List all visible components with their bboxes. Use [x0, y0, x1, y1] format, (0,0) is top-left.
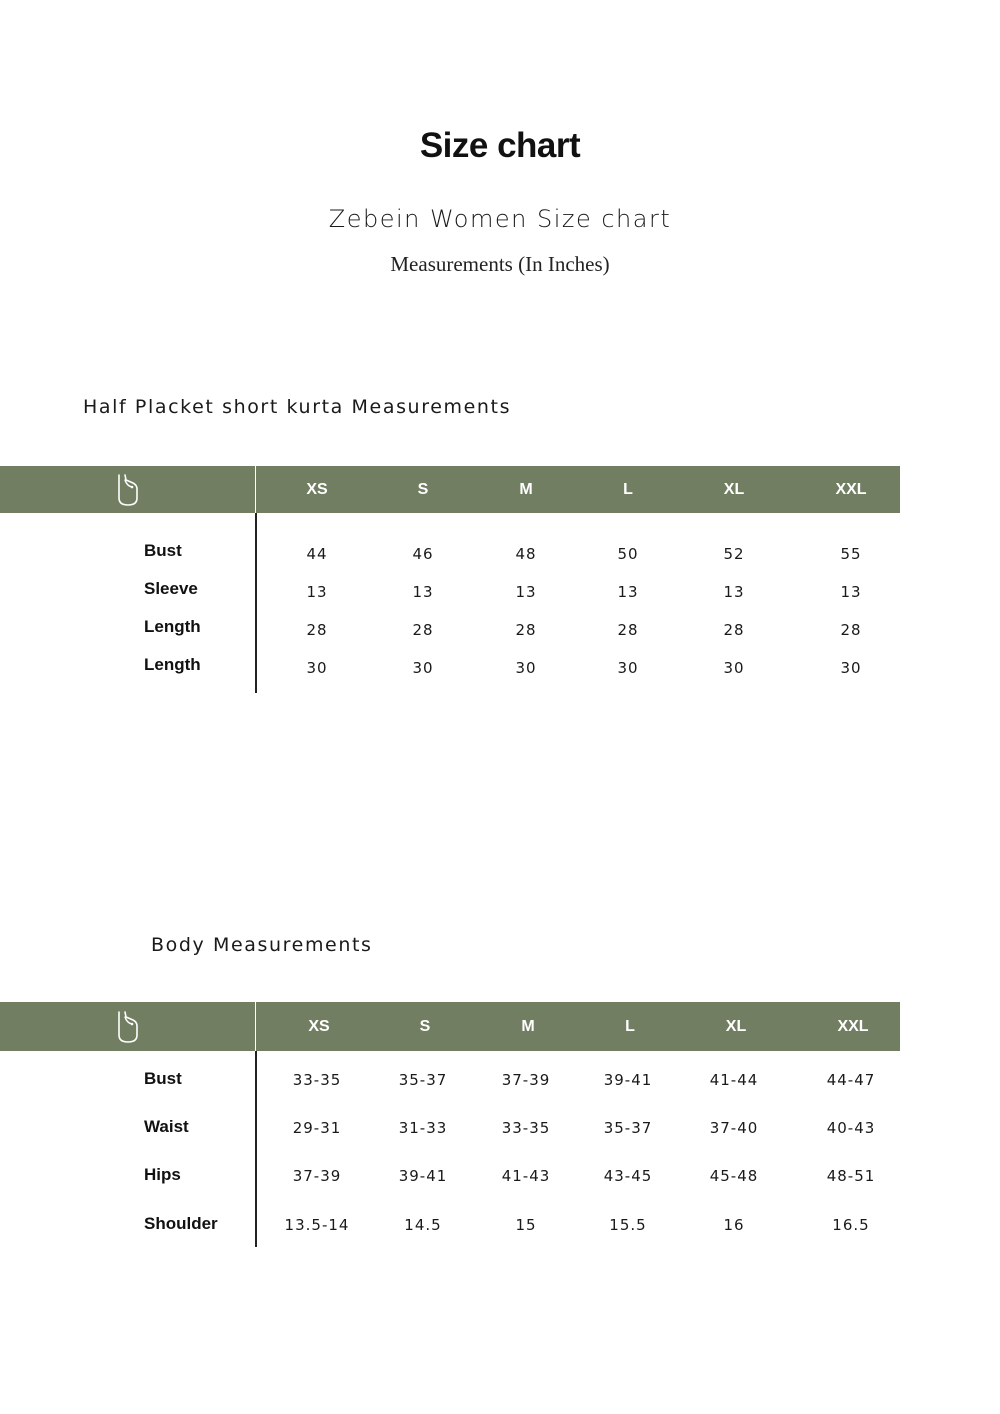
size-header-l: L	[625, 1017, 635, 1035]
page-subtitle: Zebein Women Size chart	[328, 205, 672, 233]
units-note: Measurements (In Inches)	[390, 252, 610, 276]
row-label-sleeve: Sleeve	[144, 579, 198, 598]
row-label-length: Length	[144, 655, 201, 674]
row-label-shoulder: Shoulder	[144, 1214, 218, 1233]
table-cell: 55	[840, 545, 862, 563]
section-title: Half Placket short kurta Measurements	[83, 396, 512, 418]
row-label-hips: Hips	[144, 1165, 181, 1184]
table-header	[0, 466, 900, 513]
table-cell: 45-48	[709, 1167, 759, 1185]
table-cell: 44-47	[826, 1071, 876, 1089]
table-header	[0, 1002, 900, 1051]
table-cell: 15.5	[609, 1216, 647, 1234]
table-cell: 40-43	[826, 1119, 876, 1137]
table-cell: 29-31	[292, 1119, 342, 1137]
size-header-m: M	[521, 1017, 535, 1035]
icon-cell	[0, 1002, 256, 1051]
icon-cell	[0, 466, 256, 513]
size-header-xl: XL	[725, 1017, 747, 1035]
table-cell: 16	[723, 1216, 745, 1234]
table-cell: 35-37	[603, 1119, 653, 1137]
table-cell: 30	[617, 659, 639, 677]
page-title: Size chart	[419, 126, 581, 165]
row-label-bust: Bust	[144, 1069, 182, 1088]
table-cell: 30	[515, 659, 537, 677]
table-cell: 30	[723, 659, 745, 677]
table-cell: 41-44	[709, 1071, 759, 1089]
row-label-bust: Bust	[144, 541, 182, 560]
size-header-s: S	[419, 1017, 431, 1035]
table-cell: 48	[515, 545, 537, 563]
size-header-l: L	[623, 480, 633, 498]
table-cell: 50	[617, 545, 639, 563]
table-cell: 37-39	[501, 1071, 551, 1089]
table-cell: 33-35	[501, 1119, 551, 1137]
size-header-m: M	[519, 480, 533, 498]
table-cell: 13	[306, 583, 328, 601]
table-cell: 28	[412, 621, 434, 639]
table-cell: 33-35	[292, 1071, 342, 1089]
table-cell: 13	[617, 583, 639, 601]
table-cell: 13	[412, 583, 434, 601]
table-cell: 30	[306, 659, 328, 677]
size-header-s: S	[417, 480, 429, 498]
table-cell: 13	[840, 583, 862, 601]
table-cell: 37-39	[292, 1167, 342, 1185]
table-cell: 37-40	[709, 1119, 759, 1137]
size-header-xs: XS	[306, 480, 328, 498]
garment-outline-icon	[114, 472, 142, 508]
size-header-xl: XL	[723, 480, 745, 498]
size-header-xxl: XXL	[837, 1017, 869, 1035]
table-cell: 13	[515, 583, 537, 601]
table-cell: 48-51	[826, 1167, 876, 1185]
size-header-xs: XS	[308, 1017, 330, 1035]
table-cell: 46	[412, 545, 434, 563]
table-cell: 30	[412, 659, 434, 677]
size-header-xxl: XXL	[835, 480, 867, 498]
table-cell: 16.5	[832, 1216, 870, 1234]
garment-outline-icon	[114, 1009, 142, 1045]
table-cell: 43-45	[603, 1167, 653, 1185]
column-divider	[255, 513, 257, 693]
table-cell: 28	[515, 621, 537, 639]
table-cell: 28	[306, 621, 328, 639]
table-cell: 41-43	[501, 1167, 551, 1185]
table-cell: 35-37	[398, 1071, 448, 1089]
table-cell: 28	[723, 621, 745, 639]
table-cell: 28	[617, 621, 639, 639]
table-cell: 13	[723, 583, 745, 601]
row-label-waist: Waist	[144, 1117, 189, 1136]
table-cell: 31-33	[398, 1119, 448, 1137]
table-cell: 13.5-14	[284, 1216, 350, 1234]
table-cell: 14.5	[404, 1216, 442, 1234]
column-divider	[255, 1051, 257, 1247]
table-cell: 15	[515, 1216, 537, 1234]
table-cell: 39-41	[398, 1167, 448, 1185]
row-label-length: Length	[144, 617, 201, 636]
table-cell: 39-41	[603, 1071, 653, 1089]
table-cell: 44	[306, 545, 328, 563]
section-title: Body Measurements	[151, 934, 373, 956]
table-cell: 52	[723, 545, 745, 563]
table-cell: 30	[840, 659, 862, 677]
table-cell: 28	[840, 621, 862, 639]
